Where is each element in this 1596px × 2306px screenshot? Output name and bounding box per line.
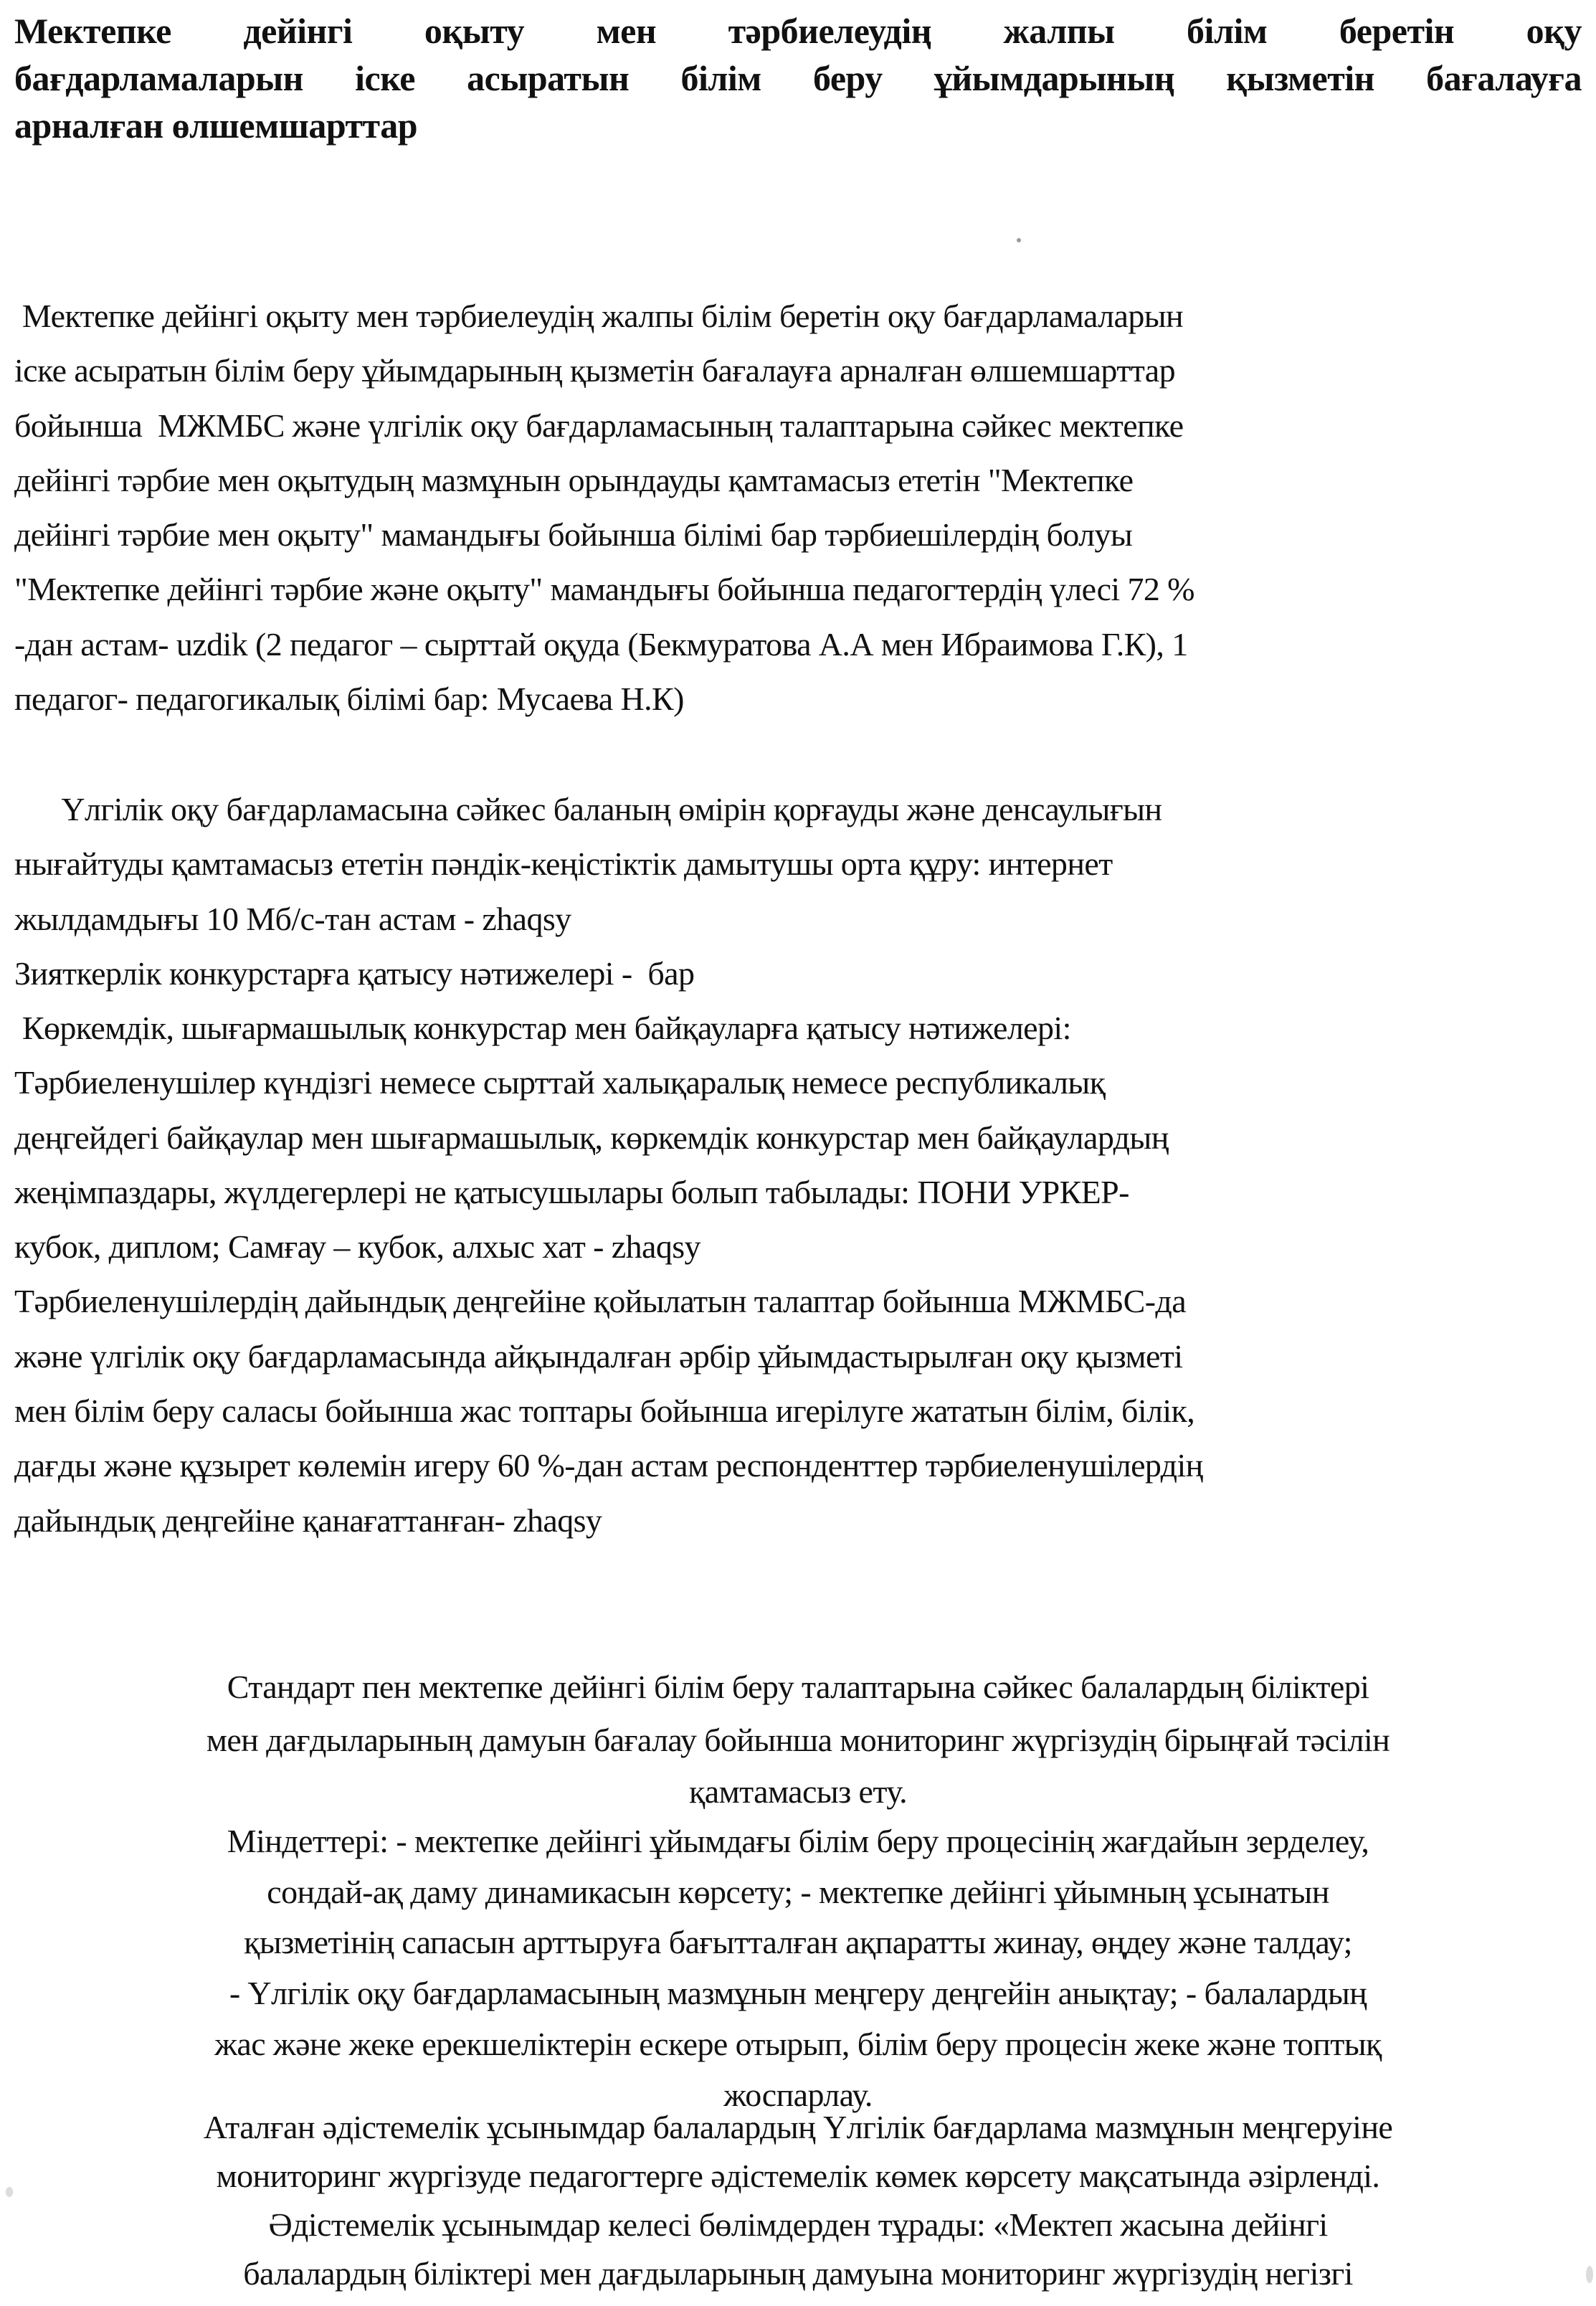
text-line: және үлгілік оқу бағдарламасында айқындалған әрбір ұйымдастырылған оқу қызметі <box>14 1338 1183 1375</box>
text-line: Мектепке дейінгі оқыту мен тәрбиелеудің жалпы білім беретін оқу бағдарламаларын <box>14 298 1184 334</box>
text-line: мен білім беру саласы бойынша жас топтары бойынша игерілуге жататын білім, білік, <box>14 1392 1195 1429</box>
text-line: жас және жеке ерекшеліктерін ескере отырып, білім беру процесін жеке және топтық <box>214 2026 1382 2062</box>
text-line: бойынша МЖМБС және үлгілік оқу бағдарламасының талаптарына сәйкес мектепке <box>14 407 1184 444</box>
text-line: сондай-ақ даму динамикасын көрсету; - мектепке дейінгі ұйымның ұсынатын <box>267 1874 1329 1910</box>
text-line: - Үлгілік оқу бағдарламасының мазмұнын меңгеру деңгейін анықтау; - балалардың <box>229 1975 1367 2011</box>
title-line: бағдарламаларын іске асыратын білім беру ұйымдарының қызметін бағалауға <box>14 58 1582 98</box>
scan-speck <box>1017 238 1021 242</box>
text-line: жеңімпаздары, жүлдегерлері не қатысушылары болып табылады: ПОНИ УРКЕР- <box>14 1174 1129 1210</box>
text-line: дейінгі тәрбие мен оқыту" мамандығы бойынша білімі бар тәрбиешілердің болуы <box>14 516 1133 553</box>
text-line: мен дағдыларының дамуын бағалау бойынша мониторинг жүргізудің бірыңғай тәсілін <box>206 1722 1390 1758</box>
text-line: Міндеттері: - мектепке дейінгі ұйымдағы білім беру процесінің жағдайын зерделеу, <box>227 1823 1369 1859</box>
text-line: деңгейдегі байқаулар мен шығармашылық, көркемдік конкурстар мен байқаулардың <box>14 1119 1169 1156</box>
text-line: Тәрбиеленушілер күндізгі немесе сырттай халықаралық немесе республикалық <box>14 1064 1106 1101</box>
text-line: дағды және құзырет көлемін игеру 60 %-дан астам респонденттер тәрбиеленушілердің <box>14 1447 1203 1484</box>
text-line: -дан астам- uzdik (2 педагог – сырттай оқуда (Бекмуратова А.А мен Ибраимова Г.К), 1 <box>14 626 1188 663</box>
text-line: қызметінің сапасын арттыруға бағытталған ақпаратты жинау, өңдеу және талдау; <box>244 1924 1352 1960</box>
text-line: Стандарт пен мектепке дейінгі білім беру талаптарына сәйкес балалардың біліктері <box>227 1669 1369 1705</box>
text-line: дейінгі тәрбие мен оқытудың мазмұнын орындауды қамтамасыз ететін "Мектепке <box>14 462 1134 498</box>
text-line: педагог- педагогикалық білімі бар: Мусаева Н.К) <box>14 680 684 717</box>
text-line: балалардың біліктері мен дағдыларының дамуына мониторинг жүргізудің негізгі <box>243 2255 1353 2292</box>
text-line: Зияткерлік конкурстарға қатысу нәтижелері - бар <box>14 955 695 992</box>
text-line: қамтамасыз ету. <box>689 1773 907 1810</box>
text-line: Көркемдік, шығармашылық конкурстар мен байқауларға қатысу нәтижелері: <box>14 1010 1071 1046</box>
text-line: іске асыратын білім беру ұйымдарының қызметін бағалауға арналған өлшемшарттар <box>14 352 1176 389</box>
text-line: мониторинг жүргізуде педагогтерге әдістемелік көмек көрсету мақсатында әзірленді. <box>216 2158 1380 2194</box>
text-line: жоспарлау. <box>723 2077 873 2113</box>
title-line: арналған өлшемшарттар <box>14 105 418 146</box>
text-line: жылдамдығы 10 Мб/с-тан астам - zhaqsy <box>14 901 571 937</box>
scan-smudge <box>6 2187 13 2197</box>
text-line: Әдістемелік ұсынымдар келесі бөлімдерден тұрады: «Мектеп жасына дейінгі <box>268 2206 1328 2243</box>
text-line: Үлгілік оқу бағдарламасына сәйкес баланың өмірін қорғауды және денсаулығын <box>14 791 1162 827</box>
text-line: "Мектепке дейінгі тәрбие және оқыту" мамандығы бойынша педагогтердің үлесі 72 % <box>14 571 1194 607</box>
scan-smudge <box>1586 2266 1593 2283</box>
text-line: Аталған әдістемелік ұсынымдар балалардың Үлгілік бағдарлама мазмұнын меңгеруіне <box>203 2109 1393 2145</box>
title-line: Мектепке дейінгі оқыту мен тәрбиелеудің жалпы білім беретін оқу <box>14 11 1582 51</box>
text-line: нығайтуды қамтамасыз ететін пәндік-кеңістіктік дамытушы орта құру: интернет <box>14 845 1113 882</box>
text-line: кубок, диплом; Самғау – кубок, алхыс хат - zhaqsy <box>14 1228 700 1265</box>
text-line: дайындық деңгейіне қанағаттанған- zhaqsy <box>14 1502 602 1539</box>
text-line: Тәрбиеленушілердің дайындық деңгейіне қойылатын талаптар бойынша МЖМБС-да <box>14 1283 1187 1319</box>
